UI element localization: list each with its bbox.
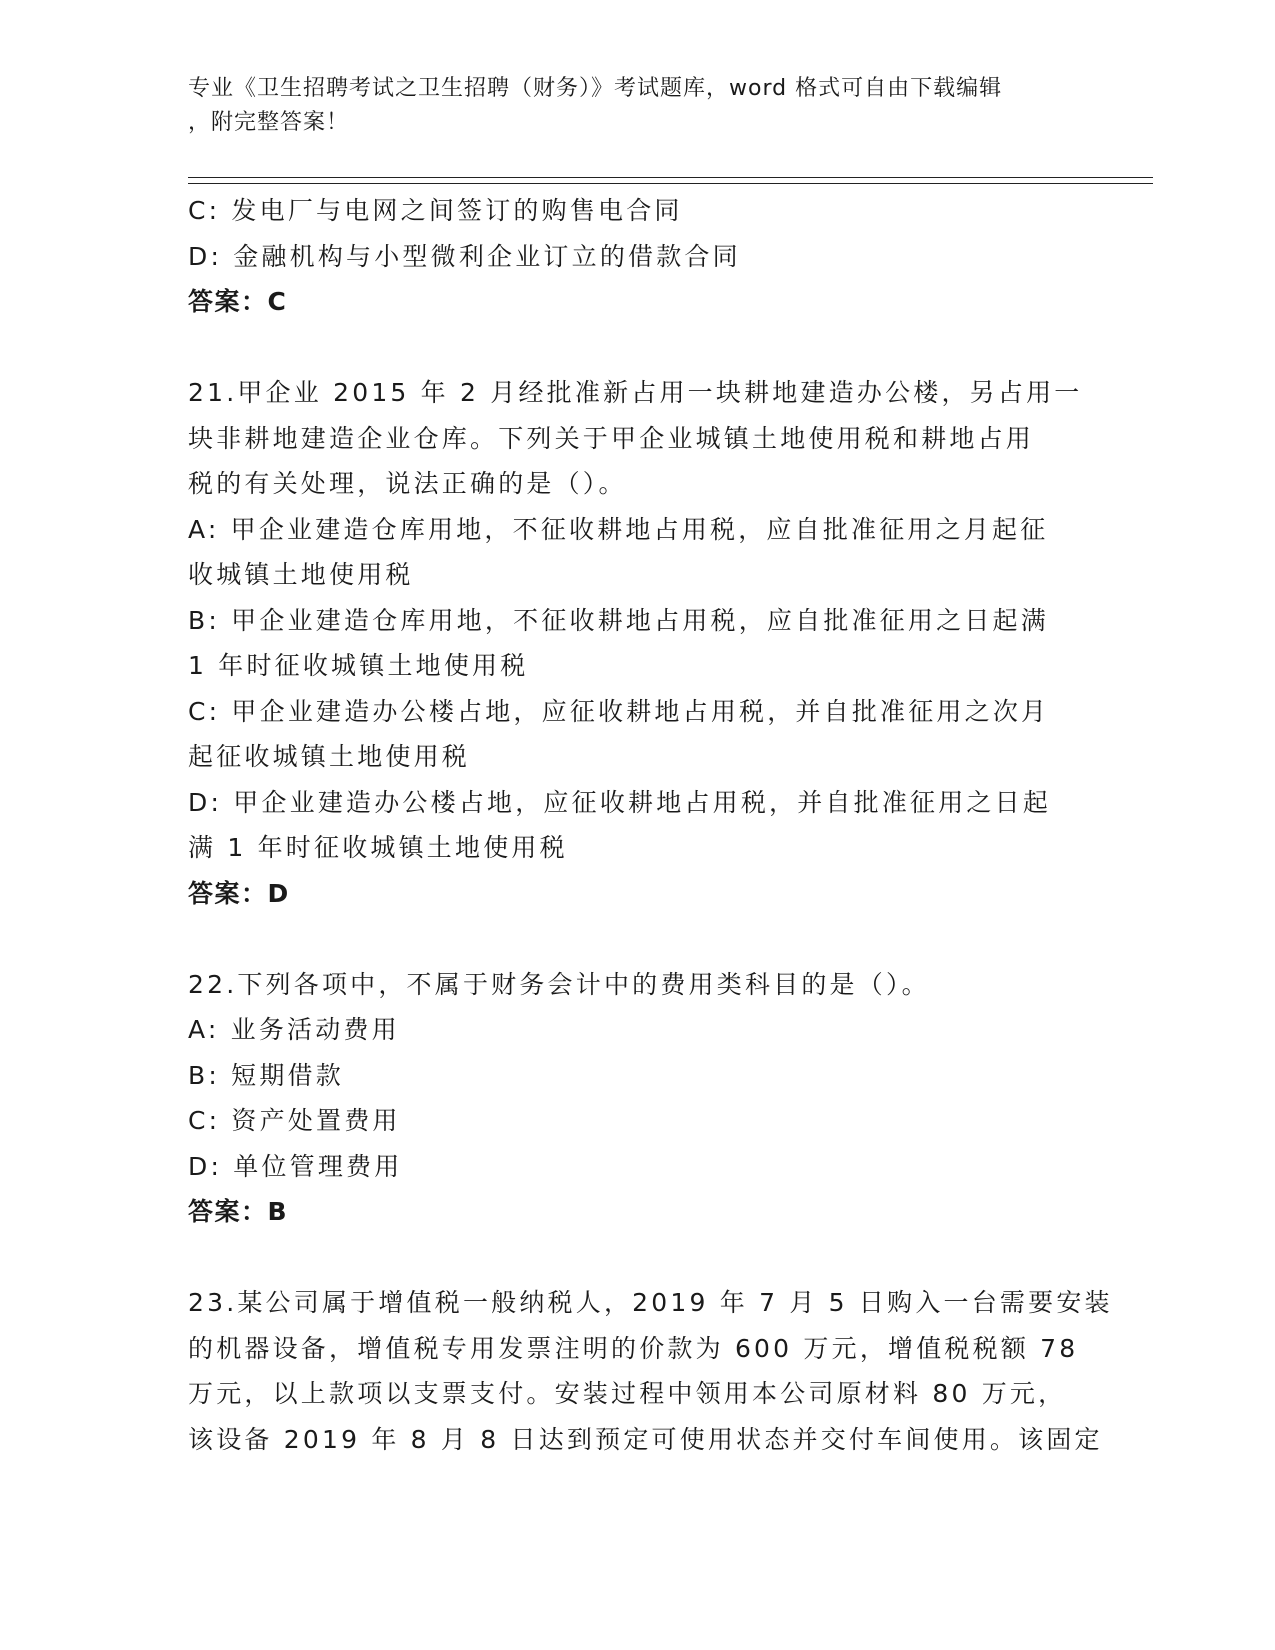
document-body	[188, 188, 1113, 1462]
question-stem: 万元，以上款项以支票支付。安装过程中领用本公司原材料 80 万元，	[188, 1379, 1067, 1408]
option-a: 收城镇土地使用税	[188, 560, 414, 589]
question-stem: 22.下列各项中，不属于财务会计中的费用类科目的是（）。	[188, 969, 930, 999]
question-21	[188, 370, 1083, 916]
option-c: C: 甲企业建造办公楼占地，应征收耕地占用税，并自批准征用之次月	[188, 696, 1050, 726]
option-a: A: 甲企业建造仓库用地，不征收耕地占用税，应自批准征用之月起征	[188, 514, 1049, 544]
answer-line: 答案：C	[188, 287, 288, 316]
answer-line: 答案：D	[188, 878, 290, 908]
question-23	[188, 1280, 1113, 1462]
option-c: 起征收城镇土地使用税	[188, 742, 471, 771]
header-line-1: 专业《卫生招聘考试之卫生招聘（财务）》考试题库，word 格式可自由下载编辑	[188, 76, 1003, 101]
question-stem: 该设备 2019 年 8 月 8 日达到预定可使用状态并交付车间使用。该固定	[188, 1424, 1103, 1454]
header-divider-top	[188, 177, 1153, 178]
option-d: 满 1 年时征收城镇土地使用税	[188, 833, 568, 862]
question-stem: 的机器设备，增值税专用发票注明的价款为 600 万元，增值税税额 78	[188, 1333, 1079, 1363]
option-b: 1 年时征收城镇土地使用税	[188, 651, 529, 680]
question-22	[188, 962, 1078, 1235]
question-stem: 块非耕地建造企业仓库。下列关于甲企业城镇土地使用税和耕地占用	[188, 423, 1035, 453]
question-stem: 21.甲企业 2015 年 2 月经批准新占用一块耕地建造办公楼，另占用一	[188, 378, 1083, 407]
option-b: B: 甲企业建造仓库用地，不征收耕地占用税，应自批准征用之日起满	[188, 605, 1049, 635]
header-line-2: ，附完整答案！	[188, 110, 350, 135]
spacer	[188, 916, 1078, 962]
answer-line: 答案：B	[188, 1197, 289, 1226]
header-divider-bottom	[188, 183, 1153, 184]
option-d: D: 甲企业建造办公楼占地，应征收耕地占用税，并自批准征用之日起	[188, 787, 1052, 817]
question-stem: 23.某公司属于增值税一般纳税人，2019 年 7 月 5 日购入一台需要安装	[188, 1288, 1113, 1317]
question-stem: 税的有关处理，说法正确的是（）。	[188, 469, 627, 498]
spacer	[188, 1235, 1078, 1281]
option-a: A: 业务活动费用	[188, 1015, 400, 1044]
page-header	[188, 72, 1068, 140]
option-c: C: 发电厂与电网之间签订的购售电合同	[188, 196, 683, 225]
question-20	[188, 188, 1078, 325]
spacer	[188, 325, 1078, 371]
option-c: C: 资产处置费用	[188, 1106, 401, 1135]
option-b: B: 短期借款	[188, 1060, 344, 1090]
option-d: D: 单位管理费用	[188, 1151, 403, 1181]
option-d: D: 金融机构与小型微利企业订立的借款合同	[188, 241, 741, 271]
